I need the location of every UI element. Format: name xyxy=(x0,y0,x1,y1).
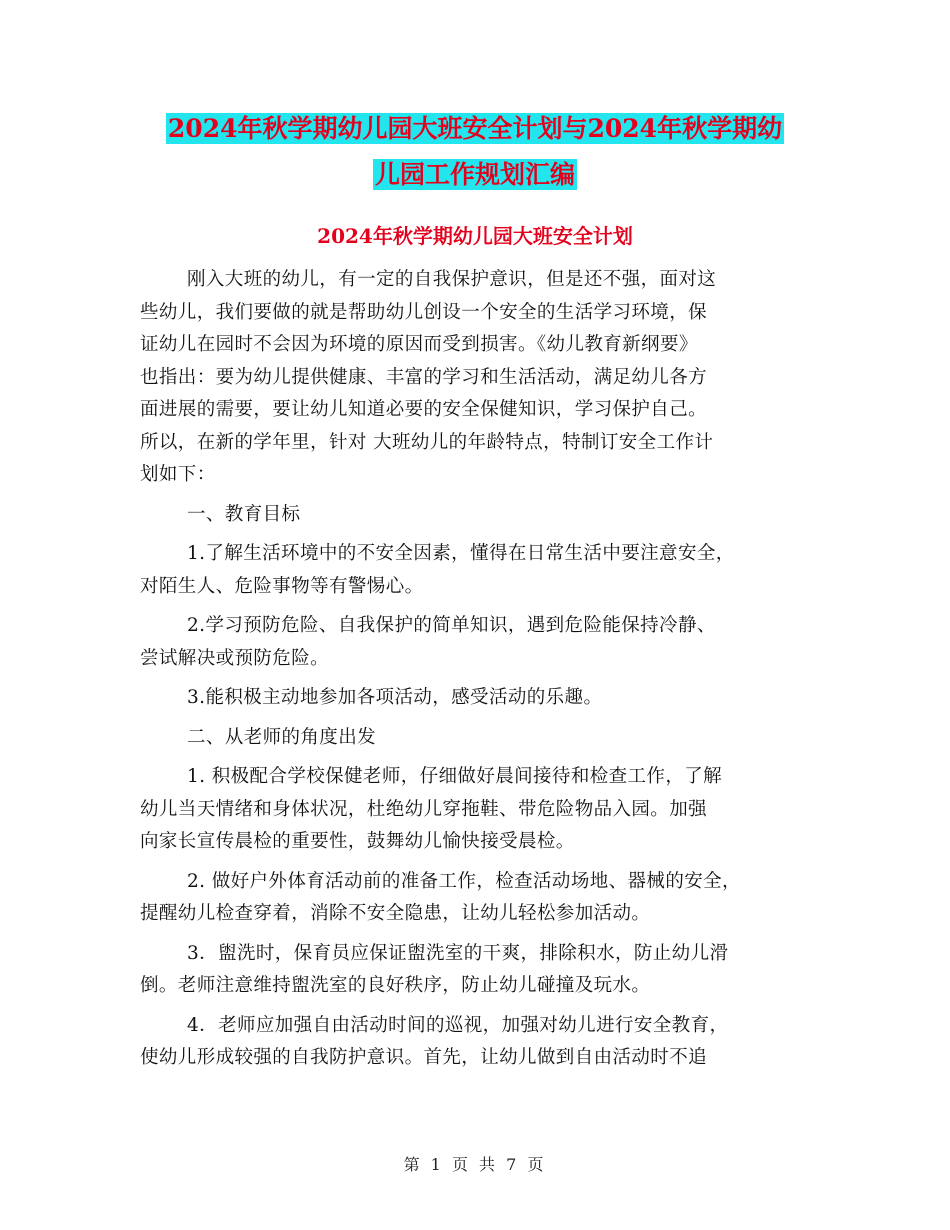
paragraph-line: 所以，在新的学年里，针对 大班幼儿的年龄特点，特制订安全工作计 xyxy=(140,431,714,453)
paragraph-line: 幼儿当天情绪和身体状况，杜绝幼儿穿拖鞋、带危险物品入园。加强 xyxy=(140,798,708,820)
main-title-text-2: 儿园工作规划汇编 xyxy=(374,160,575,189)
paragraph-line: 1. 积极配合学校保健老师，仔细做好晨间接待和检查工作，了解 xyxy=(187,766,723,787)
paragraph-line: 1.了解生活环境中的不安全因素，懂得在日常生活中要注意安全， xyxy=(187,543,735,564)
page-footer: 第 1 页 共 7 页 xyxy=(403,1155,547,1174)
main-title-line-1 xyxy=(0,112,950,146)
paragraph-line: 2.学习预防危险、自我保护的简单知识，遇到危险能保持冷静、 xyxy=(187,615,716,636)
paragraph-line: 3．盥洗时，保育员应保证盥洗室的干爽，排除积水，防止幼儿滑 xyxy=(187,942,729,964)
paragraph-line: 面进展的需要，要让幼儿知道必要的安全保健知识，学习保护自己。 xyxy=(140,399,708,420)
main-title-text-1: 2024年秋学期幼儿园大班安全计划与2024年秋学期幼 xyxy=(167,114,783,143)
paragraph-line: 也指出：要为幼儿提供健康、丰富的学习和生活活动，满足幼儿各方 xyxy=(140,366,708,388)
main-title-line-2 xyxy=(0,158,950,192)
paragraph-line: 使幼儿形成较强的自我防护意识。首先，让幼儿做到自由活动时不追 xyxy=(140,1047,708,1068)
paragraph-line: 划如下： xyxy=(140,464,216,485)
paragraph-line: 证幼儿在园时不会因为环境的原因而受到损害。《幼儿教育新纲要》 xyxy=(140,334,698,355)
section-title: 2024年秋学期幼儿园大班安全计划 xyxy=(317,224,633,248)
paragraph-line: 倒。老师注意维持盥洗室的良好秩序，防止幼儿碰撞及玩水。 xyxy=(140,975,651,996)
paragraph-line: 尝试解决或预防危险。 xyxy=(140,647,330,669)
paragraph-line: 提醒幼儿检查穿着，消除不安全隐患，让幼儿轻松参加活动。 xyxy=(140,903,651,924)
paragraph-line: 对陌生人、危险事物等有警惕心。 xyxy=(140,575,424,597)
paragraph-line: 4．老师应加强自由活动时间的巡视，加强对幼儿进行安全教育， xyxy=(187,1014,729,1036)
body-text xyxy=(140,264,820,1075)
section-heading: 二、从老师的角度出发 xyxy=(187,726,377,748)
paragraph-line: 3.能积极主动地参加各项活动，感受活动的乐趣。 xyxy=(187,687,603,708)
paragraph-line: 2. 做好户外体育活动前的准备工作，检查活动场地、器械的安全， xyxy=(187,870,741,892)
paragraph-line: 刚入大班的幼儿，有一定的自我保护意识，但是还不强，面对这 xyxy=(187,269,717,290)
paragraph-line: 些幼儿，我们要做的就是帮助幼儿创设一个安全的生活学习环境，保 xyxy=(140,301,708,323)
paragraph-line: 向家长宣传晨检的重要性，鼓舞幼儿愉快接受晨检。 xyxy=(140,831,575,852)
section-heading: 一、教育目标 xyxy=(187,503,301,525)
